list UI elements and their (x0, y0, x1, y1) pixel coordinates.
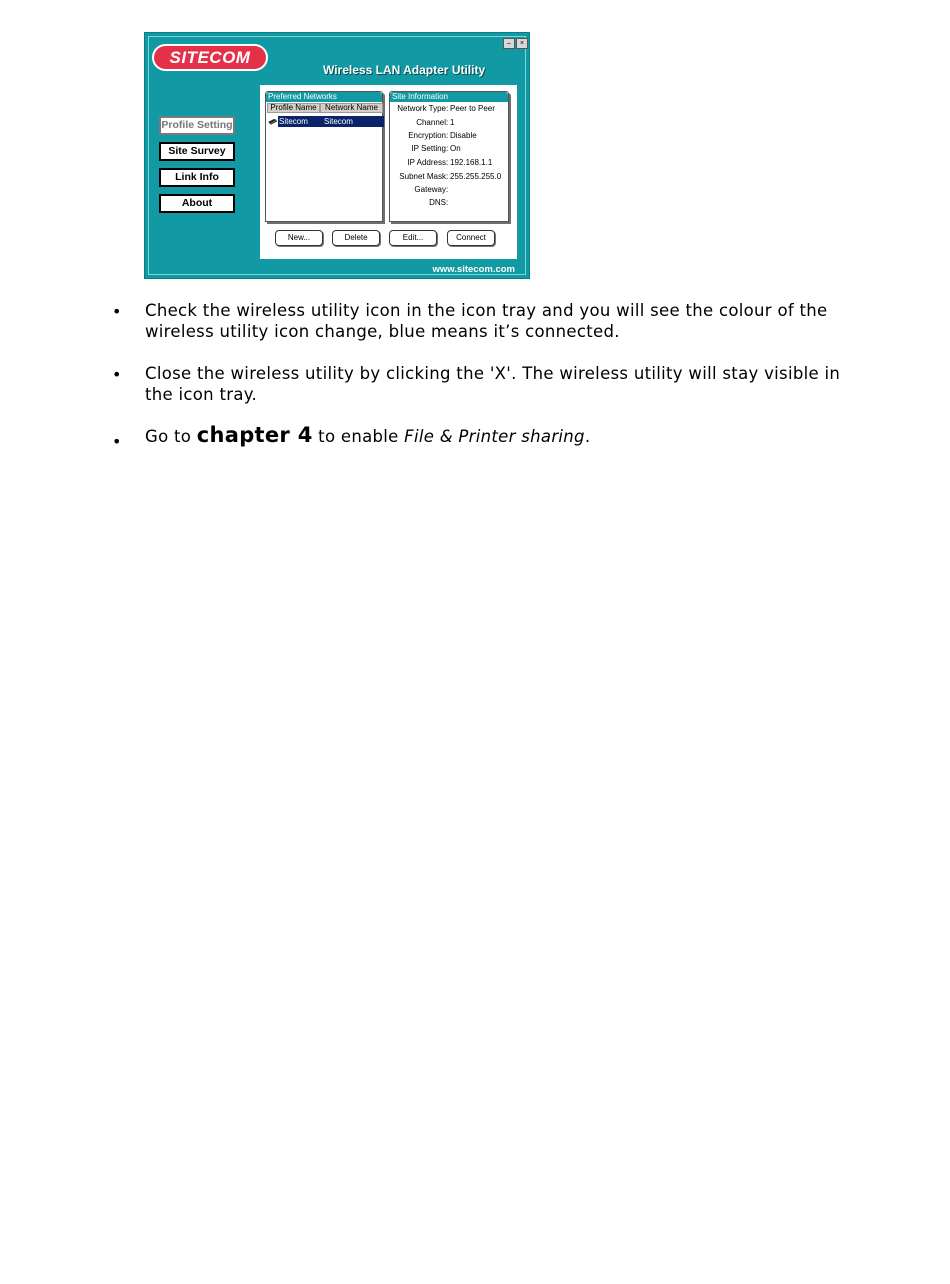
info-label: Encryption (408, 131, 446, 140)
nav-site-survey-button[interactable]: Site Survey (159, 142, 235, 161)
nav-link-info-button[interactable]: Link Info (159, 168, 235, 187)
info-value: 192.168.1.1 (450, 158, 493, 167)
info-label: Gateway (414, 185, 446, 194)
bullet3-pre: Go to (145, 427, 197, 446)
wireless-utility-screenshot (144, 32, 530, 279)
network-name-cell: Sitecom (324, 117, 353, 126)
connect-button[interactable]: Connect (447, 230, 495, 246)
info-row-ip-address: IP Address : 192.168.1.1 (407, 158, 493, 167)
column-header-network-name[interactable]: Network Name (320, 103, 383, 113)
selected-row-highlight (278, 116, 384, 127)
sitecom-logo: SITECOM (152, 44, 268, 71)
network-list-row[interactable] (267, 116, 383, 127)
info-value: 255.255.255.0 (450, 172, 502, 181)
bullet-symbol: • (112, 302, 122, 321)
info-label: IP Setting (411, 144, 446, 153)
utility-title: Wireless LAN Adapter Utility (323, 63, 486, 77)
info-row-encryption: Encryption : Disable (408, 131, 477, 140)
preferred-networks-title: Preferred Networks (266, 92, 382, 102)
info-row-gateway: Gateway : (414, 185, 449, 194)
info-row-network-type: Network Type : Peer to Peer (397, 104, 495, 113)
info-row-channel: Channel : 1 (416, 118, 455, 127)
nav-about-button[interactable]: About (159, 194, 235, 213)
info-label: Channel (416, 118, 446, 127)
profile-panel (260, 85, 517, 259)
site-information-group (389, 91, 509, 222)
info-value: 1 (450, 118, 455, 127)
bullet-text-check-icon: Check the wireless utility icon in the icon tray and you will see the colour of the wireless utility icon change, blue means it’s connected. (145, 301, 828, 341)
delete-button[interactable]: Delete (332, 230, 380, 246)
feature-name: File & Printer sharing (404, 427, 585, 446)
bullet-symbol: • (112, 365, 122, 384)
sitecom-url: www.sitecom.com (432, 264, 515, 275)
info-row-subnet-mask: Subnet Mask : 255.255.255.0 (399, 172, 502, 181)
bullet-text-close-utility: Close the wireless utility by clicking the 'X'. The wireless utility will stay visible in the icon tray. (145, 364, 841, 404)
chapter-reference: chapter 4 (196, 423, 313, 447)
column-header-profile-name[interactable]: Profile Name (267, 103, 320, 113)
info-value: Disable (450, 131, 477, 140)
site-information-title: Site Information (390, 92, 508, 102)
bullet-text-chapter-link (145, 425, 865, 447)
info-label: Subnet Mask (399, 172, 446, 181)
bullet3-post: . (584, 427, 591, 446)
profile-name-cell: Sitecom (279, 117, 308, 126)
preferred-networks-group (265, 91, 383, 222)
minimize-icon[interactable]: – (503, 38, 515, 49)
bullet3-mid: to enable (312, 427, 405, 446)
info-row-dns: DNS : (429, 198, 449, 207)
info-label: DNS (429, 198, 446, 207)
info-label: Network Type (397, 104, 446, 113)
info-value: Peer to Peer (450, 104, 495, 113)
network-card-icon (268, 118, 277, 125)
info-label: IP Address (407, 158, 446, 167)
new-button[interactable]: New... (275, 230, 323, 246)
close-icon[interactable]: × (516, 38, 528, 49)
info-row-ip-setting: IP Setting : On (411, 144, 461, 153)
nav-profile-setting-button[interactable]: Profile Setting (159, 116, 235, 135)
info-value: On (450, 144, 461, 153)
edit-button[interactable]: Edit... (389, 230, 437, 246)
bullet-symbol: • (112, 432, 122, 451)
